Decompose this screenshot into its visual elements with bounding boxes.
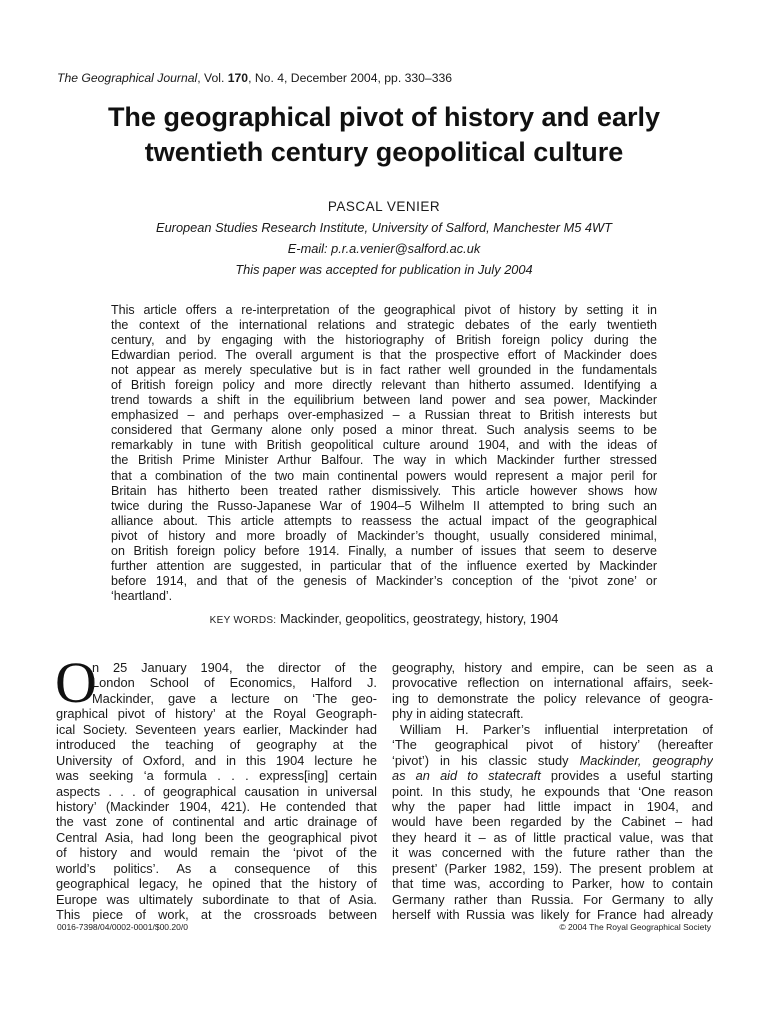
body-line: London School of Economics, Halford J. [92, 675, 377, 691]
body-line: phy in aiding statecraft. [392, 706, 524, 722]
body-line: the vast zone of continental and artic drainage of [56, 814, 377, 830]
body-line: geography, history and empire, can be seen as a [392, 660, 713, 675]
abstract-line: Britain has hitherto been treated rather dismissively. This article however shows how [111, 483, 657, 498]
abstract-line: century, and by engaging with the historiography of British foreign policy during the [111, 333, 657, 348]
affiliation: European Studies Research Institute, University of Salford, Manchester M5 4WT [156, 220, 612, 235]
keywords [0, 611, 768, 626]
volume-prefix: , Vol. [197, 71, 228, 85]
abstract-line: the British Prime Minister Arthur Balfour. The way in which Mackinder further stressed [111, 453, 657, 468]
abstract-line: ‘heartland’. [111, 588, 173, 603]
abstract-line: not appear as merely speculative but is in fact rather well grounded in the fundamentals [111, 363, 657, 378]
abstract-line: pivot of history and more broadly of Mackinder’s thought, usually considered minimal, [111, 528, 657, 543]
abstract-line: Edwardian period. The overall argument is that the prospective effort of Mackinder does [111, 348, 657, 363]
body-line: introduced the teaching of geography at the [56, 737, 377, 753]
abstract-line: This article offers a re-interpretation of the geographical pivot of history by setting it in [111, 303, 657, 317]
journal-name: The Geographical Journal [57, 71, 198, 85]
acceptance-note: This paper was accepted for publication in July 2004 [235, 262, 533, 277]
body-line: Germany rather than Russia. For Germany to ally [392, 891, 713, 907]
abstract-line: on British foreign policy before 1914. Finally, a number of issues that seem to deserve [111, 543, 657, 558]
drop-cap: O [55, 650, 97, 715]
body-line: William H. Parker’s influential interpretation of [400, 721, 713, 737]
body-line: Mackinder, gave a lecture on ‘The geo- [92, 690, 377, 706]
book-title-continued: as an aid to statecraft [392, 768, 541, 784]
body-line: herself with Russia was likely for France had already [392, 907, 713, 922]
abstract-line: considered that Germany alone only posed a minor threat. Such analysis seems to be [111, 423, 657, 438]
author-name: PASCAL VENIER [327, 199, 441, 214]
body-line: would have been regarded by the Cabinet – had [392, 814, 713, 830]
body-line: world’s politics’. As a consequence of this [56, 860, 377, 876]
abstract-line: alliance about. This article attempts to reassess the actual impact of the geographical [111, 513, 657, 528]
abstract-line: before 1914, and that of the genesis of Mackinder’s conception of the ‘pivot zone’ or [111, 573, 657, 588]
volume-number: 170 [227, 71, 249, 85]
body-line: Central Asia, had long been the geographical pivot [56, 829, 377, 845]
body-line [392, 753, 713, 768]
body-column-right [392, 660, 713, 922]
abstract-line: that a combination of the two main continental powers would represent a major peril for [111, 468, 657, 483]
abstract-line: of British foreign policy and more directly relevant than hitherto assumed. Identifying a [111, 378, 657, 393]
title-line-2: twentieth century geopolitical culture [144, 137, 624, 167]
article-title [60, 100, 708, 170]
author-email: E-mail: p.r.a.venier@salford.ac.uk [287, 241, 481, 256]
body-line: n 25 January 1904, the director of the [92, 660, 377, 675]
abstract-line: twice during the Russo-Japanese War of 1904–5 Wilhelm II attempted to bring such an [111, 498, 657, 513]
body-line [392, 768, 713, 783]
abstract-line: emphasized – and perhaps over-emphasized – a Russian threat to British interests but [111, 408, 657, 423]
abstract-line: trend towards a shift in the equilibrium between land power and sea power, Mackinder [111, 393, 657, 408]
body-line: point. In this study, he expounds that ‘One reason [392, 783, 713, 799]
body-line: Europe was ultimately subordinate to that of Asia. [56, 891, 377, 907]
body-line: ing to demonstrate the policy relevance of geogra- [392, 690, 713, 706]
body-line: that time was, according to Parker, how to contain [392, 876, 713, 892]
body-line: history’ (Mackinder 1904, 421). He contended that [56, 798, 377, 814]
body-line: aspects . . . of geographical causation in universal [56, 783, 377, 799]
copyright-notice: © 2004 The Royal Geographical Society [559, 922, 711, 932]
keywords-terms: Mackinder, geopolitics, geostrategy, history, 1904 [279, 611, 559, 626]
body-line: This piece of work, at the crossroads between [56, 907, 377, 922]
body-text: ‘pivot’) in his classic study [392, 752, 580, 768]
title-line-1: The geographical pivot of history and early [107, 102, 661, 132]
body-line: why the paper had little impact in 1904, and [392, 798, 713, 814]
abstract [111, 303, 657, 604]
abstract-line: further attention are suggested, in particular that of the influence exerted by Mackinder [111, 558, 657, 573]
body-line: ‘The geographical pivot of history’ (hereafter [392, 737, 713, 753]
body-line: was seeking ‘a formula . . . express[ing] certain [56, 768, 377, 784]
body-line: present’ (Parker 1982, 159). The present problem at [392, 860, 713, 876]
abstract-line: the context of the international relations and strategic debates of the early twentieth [111, 318, 657, 333]
body-text: provides a useful starting [540, 768, 713, 784]
journal-citation [57, 70, 452, 86]
body-line: graphical pivot of history’ at the Royal Geograph- [56, 706, 377, 722]
body-line: geographical legacy, he opined that the history of [56, 876, 377, 892]
copyright-code: 0016-7398/04/0002-0001/$00.20/0 [57, 922, 188, 932]
body-line: it was concerned with the future rather than the [392, 845, 713, 861]
citation-details: , No. 4, December 2004, pp. 330–336 [248, 71, 453, 85]
keywords-label: KEY WORDS: [209, 615, 277, 626]
body-line: of history and would remain the ‘pivot of the [56, 845, 377, 861]
body-line: University of Oxford, and in this 1904 lecture he [56, 752, 377, 768]
body-line: provocative reflection on international affairs, seek- [392, 675, 713, 691]
abstract-line: remarkably in tune with British geopolitical culture around 1904, and with the ideas of [111, 438, 657, 453]
book-title: Mackinder, geography [579, 752, 713, 768]
body-line: ical Society. Seventeen years earlier, Mackinder had [56, 721, 377, 737]
body-column-left [56, 660, 377, 922]
body-line: they heard it – as of little practical value, was that [392, 829, 713, 845]
